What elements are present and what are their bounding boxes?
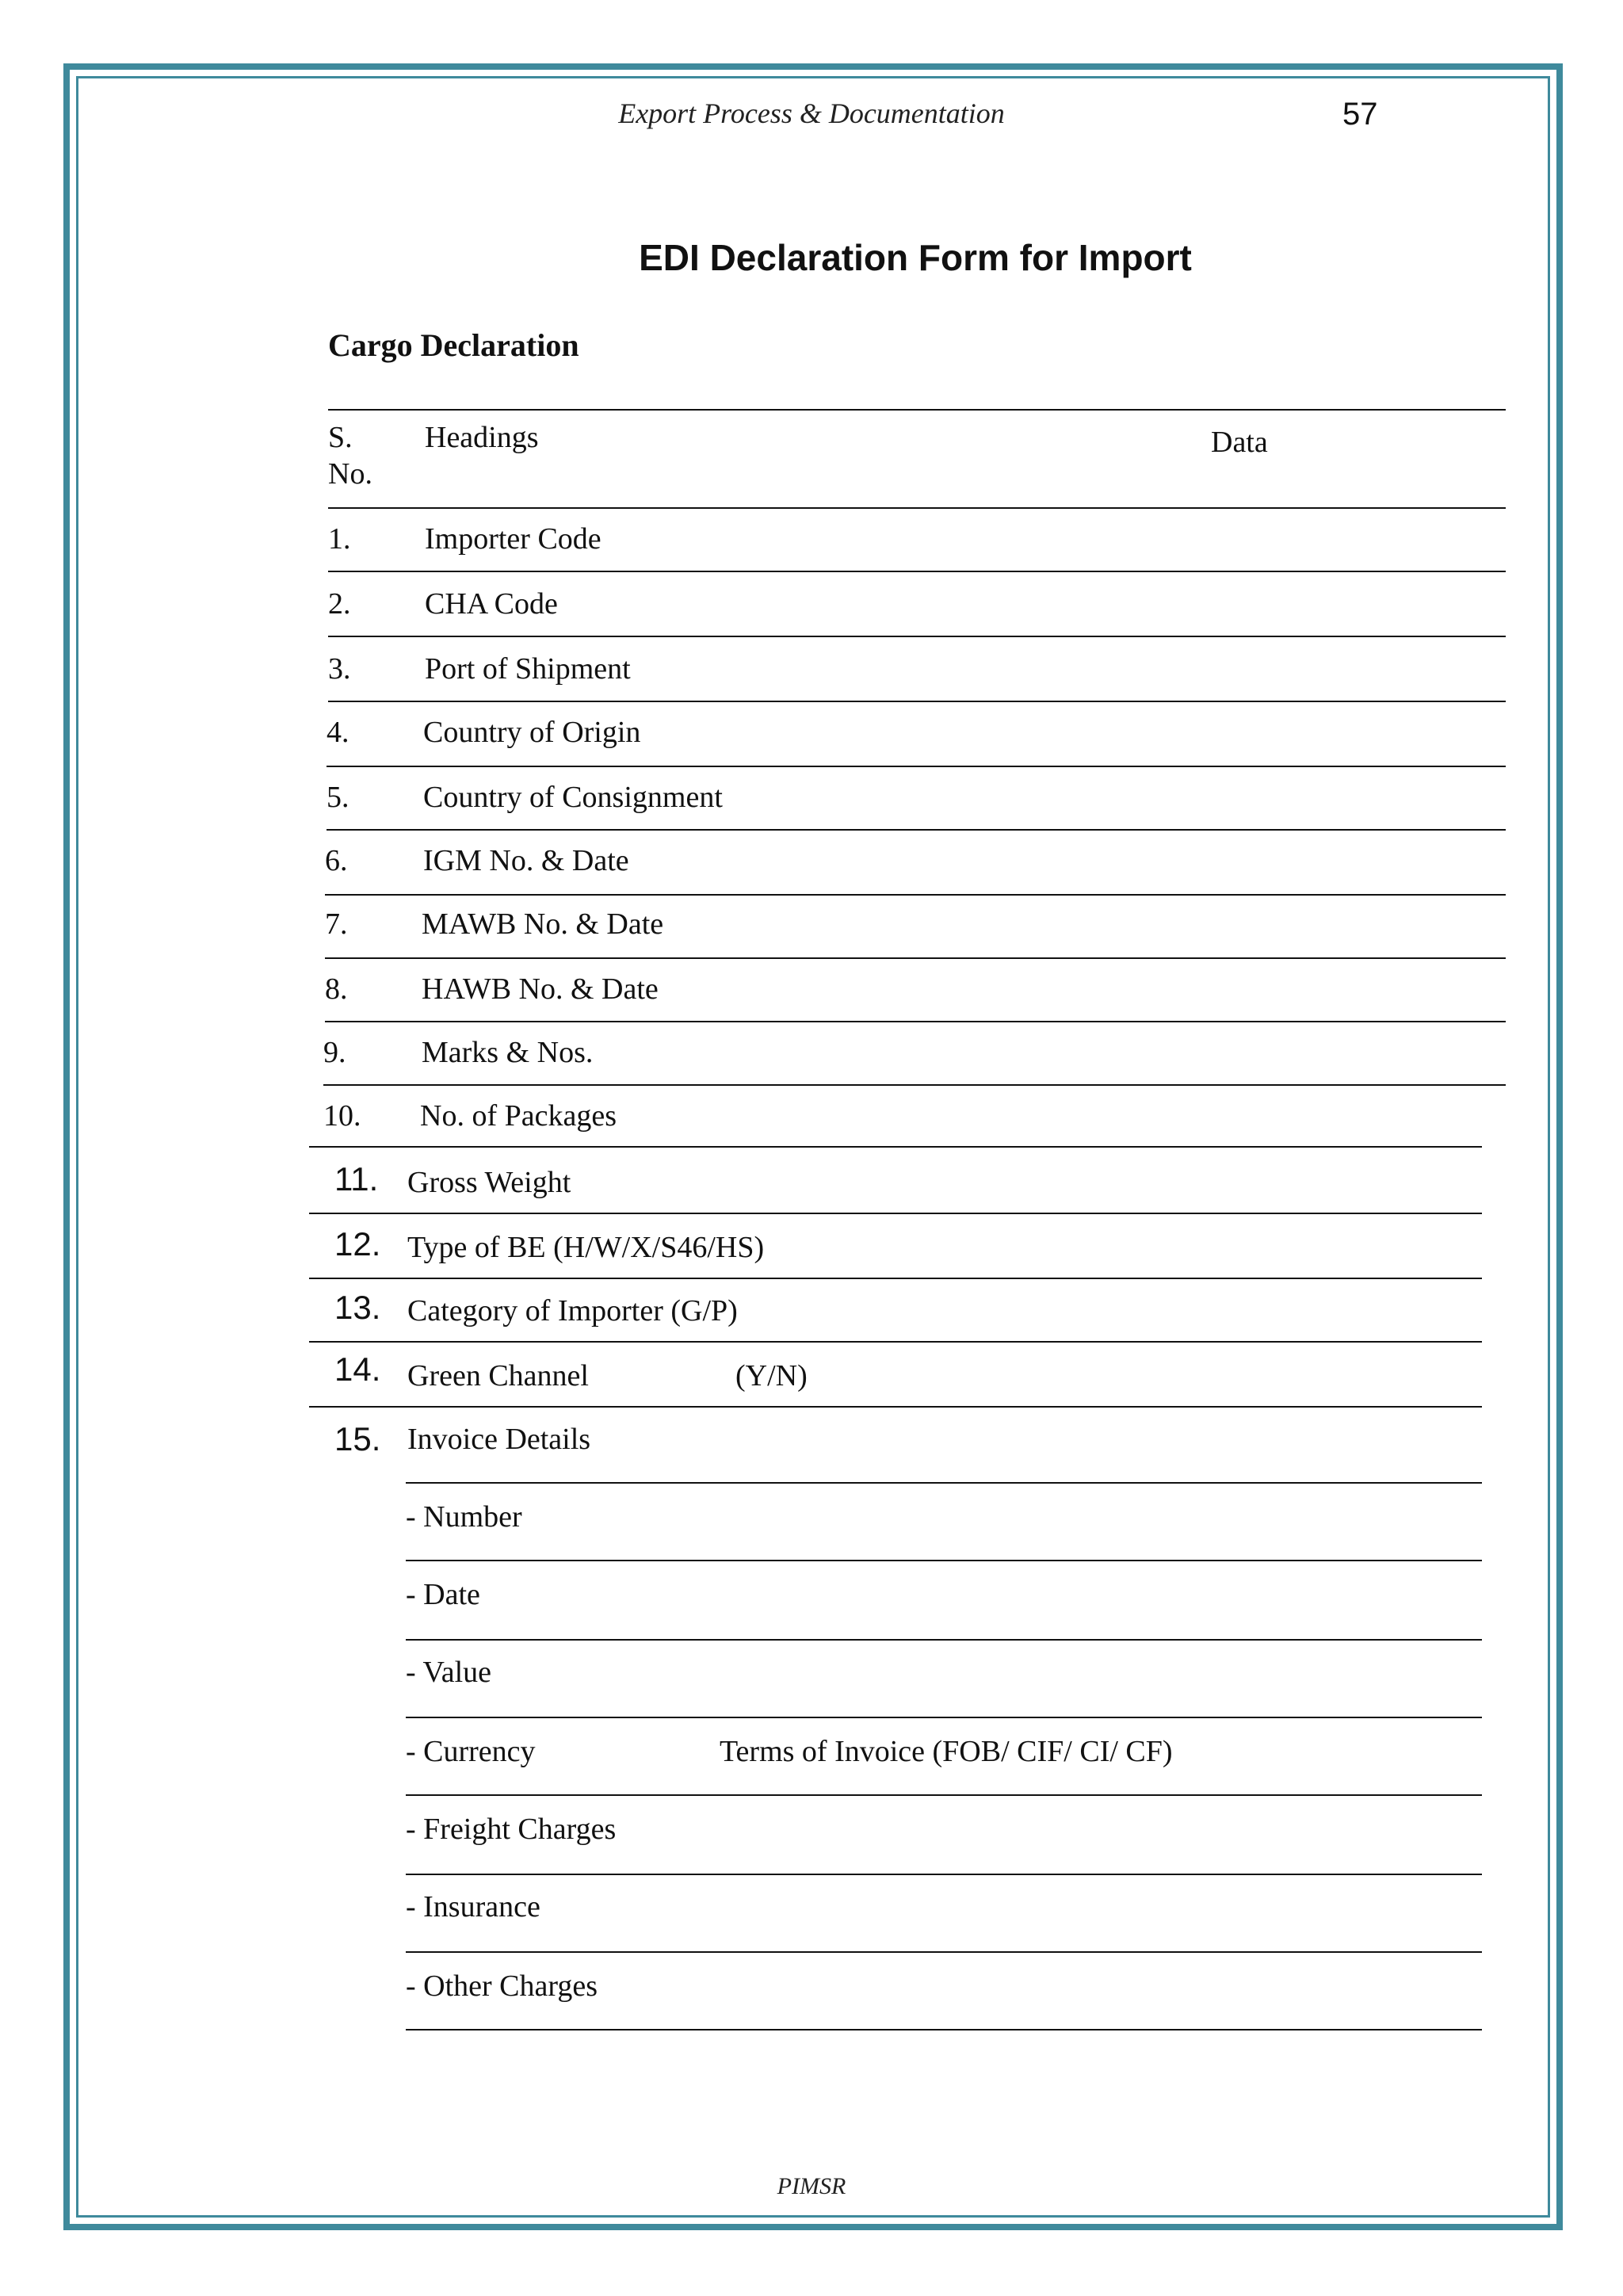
row-number: 13. xyxy=(334,1289,381,1326)
sub-item-rule xyxy=(406,1794,1482,1796)
row-heading: Gross Weight xyxy=(407,1166,571,1199)
row-rule xyxy=(328,701,1506,702)
invoice-sub-item: - Insurance xyxy=(406,1890,540,1924)
row-rule xyxy=(323,1084,1506,1086)
running-title: Export Process & Documentation xyxy=(618,97,1005,129)
row-rule xyxy=(328,636,1506,637)
invoice-sub-item: - Value xyxy=(406,1656,491,1689)
row-number: 15. xyxy=(334,1420,381,1457)
column-header-headings: Headings xyxy=(425,421,539,454)
row-number: 6. xyxy=(325,844,348,877)
row-rule xyxy=(325,957,1506,959)
row-heading: Green Channel xyxy=(407,1359,589,1392)
form-title: EDI Declaration Form for Import xyxy=(639,237,1192,278)
row-rule xyxy=(309,1213,1482,1214)
row-number: 7. xyxy=(325,907,348,941)
column-header-data: Data xyxy=(1211,426,1268,459)
page-footer: PIMSR xyxy=(777,2173,846,2199)
column-header-sno-line1: S. xyxy=(328,421,353,454)
row-number: 3. xyxy=(328,652,351,686)
row-rule xyxy=(309,1278,1482,1279)
sub-item-rule xyxy=(406,2029,1482,2030)
row-heading: Port of Shipment xyxy=(425,652,631,686)
sub-item-rule xyxy=(406,1717,1482,1718)
page-number: 57 xyxy=(1342,97,1378,132)
row-heading: Country of Origin xyxy=(423,716,641,749)
invoice-sub-item: - Date xyxy=(406,1578,480,1611)
row-number: 4. xyxy=(327,716,349,749)
row-number: 5. xyxy=(327,781,349,814)
row-rule xyxy=(325,1021,1506,1022)
invoice-sub-item: - Other Charges xyxy=(406,1969,598,2003)
section-heading: Cargo Declaration xyxy=(328,327,579,363)
table-header-rule xyxy=(328,507,1506,509)
row-heading: Category of Importer (G/P) xyxy=(407,1294,738,1328)
row-heading: Importer Code xyxy=(425,522,601,556)
row-rule xyxy=(309,1341,1482,1343)
row-rule xyxy=(325,894,1506,896)
row-heading-option: (Y/N) xyxy=(735,1359,808,1392)
row-number: 9. xyxy=(323,1036,346,1069)
row-heading: CHA Code xyxy=(425,587,558,621)
row-rule xyxy=(309,1146,1482,1148)
row-heading: Marks & Nos. xyxy=(422,1036,594,1069)
row-rule xyxy=(328,571,1506,572)
invoice-terms-label: Terms of Invoice (FOB/ CIF/ CI/ CF) xyxy=(720,1735,1173,1768)
sub-item-rule xyxy=(406,1639,1482,1641)
row-rule xyxy=(309,1406,1482,1408)
row-rule xyxy=(406,1482,1482,1484)
row-rule xyxy=(327,766,1506,767)
sub-item-rule xyxy=(406,1560,1482,1561)
row-heading: Type of BE (H/W/X/S46/HS) xyxy=(407,1231,765,1264)
row-heading: IGM No. & Date xyxy=(423,844,629,877)
row-heading: Country of Consignment xyxy=(423,781,723,814)
invoice-sub-item: - Currency xyxy=(406,1735,536,1768)
row-heading: Invoice Details xyxy=(407,1423,591,1456)
invoice-sub-item: - Number xyxy=(406,1500,522,1534)
row-number: 14. xyxy=(334,1350,381,1388)
row-heading: No. of Packages xyxy=(420,1099,617,1133)
sub-item-rule xyxy=(406,1874,1482,1875)
table-top-rule xyxy=(328,409,1506,411)
row-number: 1. xyxy=(328,522,351,556)
row-rule xyxy=(327,829,1506,831)
column-header-sno-line2: No. xyxy=(328,457,372,491)
row-heading: HAWB No. & Date xyxy=(422,972,659,1006)
row-number: 11. xyxy=(334,1160,379,1198)
row-number: 12. xyxy=(334,1225,381,1263)
row-number: 2. xyxy=(328,587,351,621)
invoice-sub-item: - Freight Charges xyxy=(406,1813,617,1846)
row-number: 10. xyxy=(323,1099,361,1133)
row-heading: MAWB No. & Date xyxy=(422,907,664,941)
row-number: 8. xyxy=(325,972,348,1006)
sub-item-rule xyxy=(406,1951,1482,1953)
